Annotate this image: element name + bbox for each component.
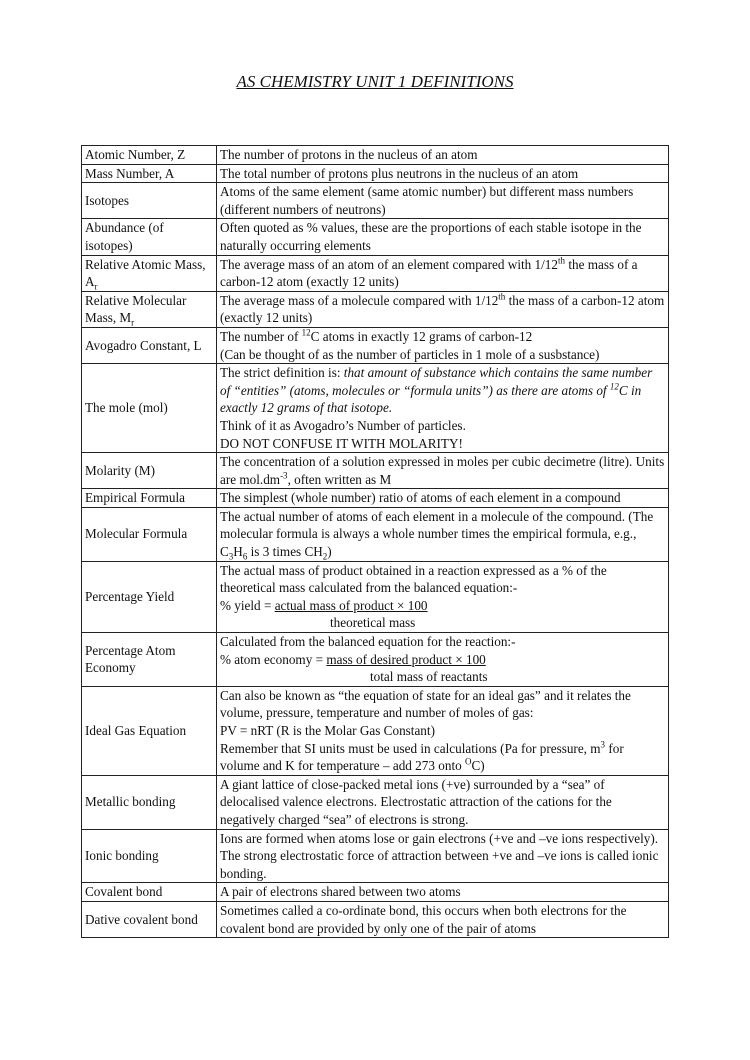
superscript: 3 [600, 739, 606, 750]
table-row [82, 255, 669, 291]
term-cell: Avogadro Constant, L [82, 327, 217, 363]
definition-italic: C in exactly 12 grams of that isotope. [220, 382, 642, 416]
definition-cell: Atoms of the same element (same atomic number) but different mass numbers (different numbers of neutrons) [217, 183, 669, 219]
term-cell: Empirical Formula [82, 489, 217, 508]
subscript: r [94, 281, 98, 292]
definition-cell [217, 561, 669, 632]
term-cell: Molarity (M) [82, 453, 217, 489]
term-cell: The mole (mol) [82, 364, 217, 453]
table-row [82, 507, 669, 561]
table-row [82, 327, 669, 363]
term-text: Relative Molecular Mass, M [85, 292, 187, 326]
subscript: r [131, 317, 135, 328]
table-row [82, 183, 669, 219]
table-row [82, 146, 669, 165]
table-row [82, 561, 669, 632]
table-row [82, 883, 669, 902]
term-cell: Abundance (of isotopes) [82, 219, 217, 255]
definition-text: the mass of a carbon-12 atom (exactly 12 units) [220, 256, 638, 290]
definition-cell: A pair of electrons shared between two atoms [217, 883, 669, 902]
term-cell: Dative covalent bond [82, 901, 217, 937]
definition-cell: Ions are formed when atoms lose or gain electrons (+ve and –ve ions respectively). The strong electrostatic force of attraction between +ve and –ve ions is called ionic bonding. [217, 829, 669, 883]
superscript: th [558, 255, 566, 266]
table-row [82, 291, 669, 327]
equation-denominator: theoretical mass [330, 615, 416, 631]
definition-cell: Sometimes called a co-ordinate bond, this occurs when both electrons for the covalent bond are provided by only one of the pair of atoms [217, 901, 669, 937]
term-cell: Isotopes [82, 183, 217, 219]
definition-text: C atoms in exactly 12 grams of carbon-12 [310, 328, 533, 344]
definitions-table [81, 145, 669, 938]
definition-text: H [233, 544, 243, 560]
equation-label: % atom economy = [220, 651, 327, 667]
table-row [82, 686, 669, 775]
table-row [82, 453, 669, 489]
term-cell: Ideal Gas Equation [82, 686, 217, 775]
definition-cell [217, 291, 669, 327]
definition-text: Can also be known as “the equation of state for an ideal gas” and it relates the volume, pressure, temperature and number of moles of gas: [220, 687, 631, 721]
superscript: -3 [280, 470, 288, 481]
definition-text: Remember that SI units must be used in calculations (Pa for pressure, m [220, 740, 601, 756]
equation-label: % yield = [220, 597, 275, 613]
definition-cell [217, 327, 669, 363]
definition-cell: The total number of protons plus neutrons in the nucleus of an atom [217, 164, 669, 183]
subscript: 6 [242, 551, 248, 562]
table-row [82, 901, 669, 937]
definition-text: C) [471, 758, 485, 774]
definition-text: (Can be thought of as the number of particles in 1 mole of a susbstance) [220, 346, 600, 362]
definition-text: is 3 times CH [247, 544, 323, 560]
table-row [82, 633, 669, 687]
definition-italic: that amount of substance which contains the same number of “entities” (atoms, molecules or “formula units”) as there are atoms of [220, 365, 653, 398]
definition-text: DO NOT CONFUSE IT WITH MOLARITY! [220, 435, 463, 451]
definition-cell [217, 255, 669, 291]
definition-text: Calculated from the balanced equation for the reaction:- [220, 634, 516, 650]
term-cell: Metallic bonding [82, 775, 217, 829]
term-cell: Atomic Number, Z [82, 146, 217, 165]
definition-text: , often written as M [287, 471, 392, 487]
definition-text: for volume and K for temperature – add 273 onto [220, 740, 624, 774]
definition-cell: Often quoted as % values, these are the proportions of each stable isotope in the naturally occurring elements [217, 219, 669, 255]
table-row [82, 219, 669, 255]
term-cell: Percentage Yield [82, 561, 217, 632]
term-cell [82, 291, 217, 327]
table-row [82, 489, 669, 508]
definition-cell: The number of protons in the nucleus of an atom [217, 146, 669, 165]
term-cell: Covalent bond [82, 883, 217, 902]
page-title: AS CHEMISTRY UNIT 1 DEFINITIONS [236, 72, 514, 91]
definition-cell [217, 507, 669, 561]
definition-text: The average mass of a molecule compared with 1/12 [220, 292, 499, 308]
superscript: 12 [609, 381, 619, 392]
table-row [82, 775, 669, 829]
term-cell [82, 255, 217, 291]
definition-text: ) [327, 544, 332, 560]
superscript: th [498, 291, 506, 302]
definition-text: the mass of a carbon-12 atom (exactly 12 units) [220, 292, 665, 326]
definition-text: PV = nRT (R is the Molar Gas Constant) [220, 723, 435, 738]
subscript: 2 [322, 551, 328, 562]
term-cell: Mass Number, A [82, 164, 217, 183]
term-cell: Molecular Formula [82, 507, 217, 561]
definition-cell [217, 686, 669, 775]
table-row [82, 364, 669, 453]
definition-cell: The simplest (whole number) ratio of atoms of each element in a compound [217, 489, 669, 508]
definition-cell [217, 364, 669, 453]
definition-cell [217, 453, 669, 489]
equation-numerator: actual mass of product × 100 [274, 597, 428, 613]
definition-text: Think of it as Avogadro’s Number of particles. [220, 417, 466, 433]
superscript: O [465, 756, 472, 767]
definition-text: The strict definition is: [220, 365, 344, 381]
table-row [82, 164, 669, 183]
table-row [82, 829, 669, 883]
superscript: 12 [301, 327, 311, 338]
definition-text: The average mass of an atom of an element compared with 1/12 [220, 256, 558, 272]
definition-cell [217, 633, 669, 687]
equation-numerator: mass of desired product × 100 [326, 651, 486, 667]
definition-text: The actual number of atoms of each element in a molecule of the compound. (The molecular formula is always a whole number times the empirical formula, e.g., C [220, 508, 654, 560]
definition-text: The number of [220, 328, 302, 344]
term-cell: Ionic bonding [82, 829, 217, 883]
term-text: Relative Atomic Mass, A [85, 256, 206, 290]
definition-text: The actual mass of product obtained in a reaction expressed as a % of the theoretical mass calculated from the balanced equation:- [220, 562, 607, 596]
equation-denominator: total mass of reactants [370, 669, 488, 685]
term-cell: Percentage Atom Economy [82, 633, 217, 687]
definition-text: The concentration of a solution expressed in moles per cubic decimetre (litre). Units are mol.dm [220, 454, 665, 487]
subscript: 3 [228, 551, 234, 562]
definition-cell: A giant lattice of close-packed metal ions (+ve) surrounded by a “sea” of delocalised valence electrons. Electrostatic attraction of the cations for the negatively charged “sea” of electrons is strong. [217, 775, 669, 829]
